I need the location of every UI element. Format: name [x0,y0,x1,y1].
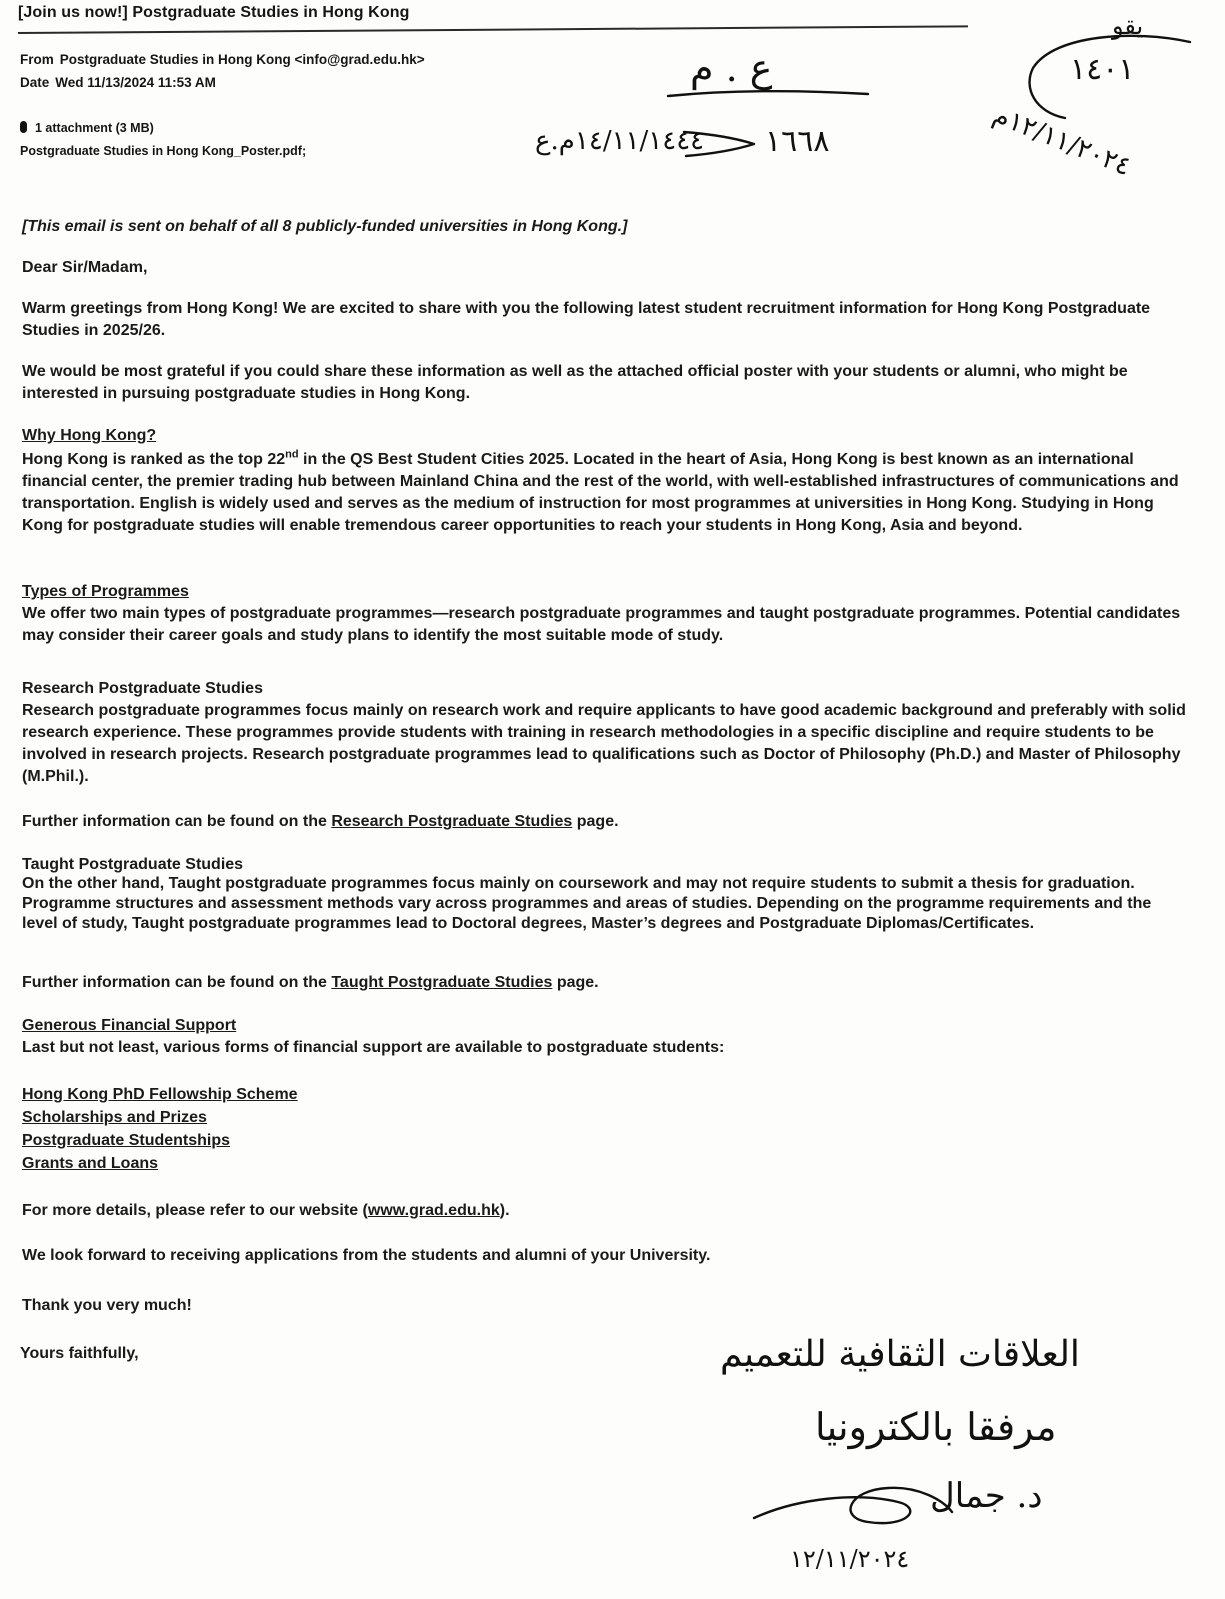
scholarships-link[interactable]: Scholarships and Prizes [22,1109,207,1126]
request-paragraph: We would be most grateful if you could share these information as well as the attached official poster with your students or alumni, who might be interested in pursuing postgraduate studies in Hong Kong. [22,363,1128,402]
why-hong-kong-text [22,449,1187,537]
date-label: Date [20,75,50,90]
closing-line: Yours faithfully, [20,1345,139,1362]
from-value[interactable]: Postgraduate Studies in Hong Kong <info@grad.edu.hk> [59,52,425,67]
research-text: Research postgraduate programmes focus mainly on research work and require applicants to have good academic background and preferably with solid research experience. These programmes provide students with training in research methodologies in a specific discipline and require students to be involved in research projects. Research postgraduate programmes lead to qualifications such as Doctor of Philosophy (Ph.D.) and Master of Philosophy (M.Phil.). [22,702,1186,785]
research-more-prefix: Further information can be found on the [22,813,332,830]
research-heading: Research Postgraduate Studies [22,680,263,697]
studentships-link[interactable]: Postgraduate Studentships [22,1132,231,1149]
date-row [20,75,216,90]
research-more-suffix: page. [572,813,619,830]
subject-divider [18,25,968,34]
handwritten-note-line-1: العلاقات الثقافية للتعميم [720,1334,1080,1375]
research-more [22,811,1187,833]
taught-more-prefix: Further information can be found on the [22,974,332,991]
paperclip-icon [20,121,27,133]
taught-more-suffix: page. [552,974,599,991]
why-text-part-a: Hong Kong is ranked as the top 22 [22,451,286,468]
taught-text: On the other hand, Taught postgraduate programmes focus mainly on coursework and may not require students to submit a thesis for graduation. Programme structures and assessment methods vary across programmes and areas of studies. Depending on the programme requirements and the level of study, Taught postgraduate programmes lead to Doctoral degrees, Master’s degrees and Postgraduate Diplomas/Certificates. [22,875,1152,932]
handwritten-top-right-word: يقو [1112,12,1144,40]
handwritten-note-line-3: د. جمال [930,1476,1043,1516]
date-value: Wed 11/13/2024 11:53 AM [55,75,216,90]
website-prefix: For more details, please refer to our website ( [22,1202,368,1219]
attachment-count: 1 attachment (3 MB) [35,121,154,135]
attachment-count-row [20,121,154,135]
handwritten-top-right-number: ١٤٠١ [1070,52,1135,87]
on-behalf-note: [This email is sent on behalf of all 8 publicly-funded universities in Hong Kong.] [22,218,628,235]
thanks-line: Thank you very much! [22,1297,192,1314]
signature-scribble [748,1478,958,1538]
why-hong-kong-heading: Why Hong Kong? [22,427,157,444]
phd-fellowship-link[interactable]: Hong Kong PhD Fellowship Scheme [22,1086,298,1103]
handwritten-top-right-date: ١٢/١١/٢٠٢٤م [988,100,1135,183]
handwritten-initials: ع . م [690,46,773,90]
handwritten-reference-number: ١٦٦٨ [765,124,830,159]
intro-paragraph: Warm greetings from Hong Kong! We are excited to share with you the following latest student recruitment information for Hong Kong Postgraduate Studies in 2025/26. [22,300,1151,339]
financial-support-heading: Generous Financial Support [22,1017,237,1034]
website-link[interactable]: www.grad.edu.hk [367,1202,500,1219]
handwritten-note-line-4: ١٢/١١/٢٠٢٤ [790,1545,910,1573]
handwritten-date-stamp: ١٤/١١/١٤٤٤م.ع [535,126,705,156]
taught-heading: Taught Postgraduate Studies [22,856,244,873]
greeting: Dear Sir/Madam, [22,259,148,276]
taught-more [22,972,1187,994]
from-row [20,52,425,67]
grants-loans-link[interactable]: Grants and Loans [22,1155,159,1172]
look-forward-line: We look forward to receiving applications from the students and alumni of your University. [22,1247,711,1264]
handwritten-note-line-2: مرفقا بالكترونيا [815,1405,1057,1449]
why-text-part-b: in the QS Best Student Cities 2025. Located in the heart of Asia, Hong Kong is best known as an international financial center, the premier trading hub between Mainland China and the rest of the world, with well-established infrastructures of communications and transportation. English is widely used and serves as the medium of instruction for most programmes at universities in Hong Kong. Studying in Hong Kong for postgraduate studies will enable tremendous career opportunities to reach your students in Hong Kong, Asia and beyond. [22,451,1179,534]
types-heading: Types of Programmes [22,583,189,600]
email-subject: [Join us now!] Postgraduate Studies in Hong Kong [18,4,410,21]
website-line [22,1200,1187,1222]
types-text: We offer two main types of postgraduate programmes—research postgraduate programmes and taught postgraduate programmes. Potential candidates may consider their career goals and study plans to identify the most suitable mode of study. [22,605,1181,644]
taught-postgraduate-link[interactable]: Taught Postgraduate Studies [331,974,553,991]
website-suffix: ). [499,1202,510,1219]
financial-support-text: Last but not least, various forms of financial support are available to postgraduate students: [22,1039,725,1056]
attachment-file[interactable]: Postgraduate Studies in Hong Kong_Poster.pdf; [20,144,307,158]
ordinal-suffix: nd [285,448,299,461]
research-postgraduate-link[interactable]: Research Postgraduate Studies [331,813,573,830]
from-label: From [20,52,54,67]
